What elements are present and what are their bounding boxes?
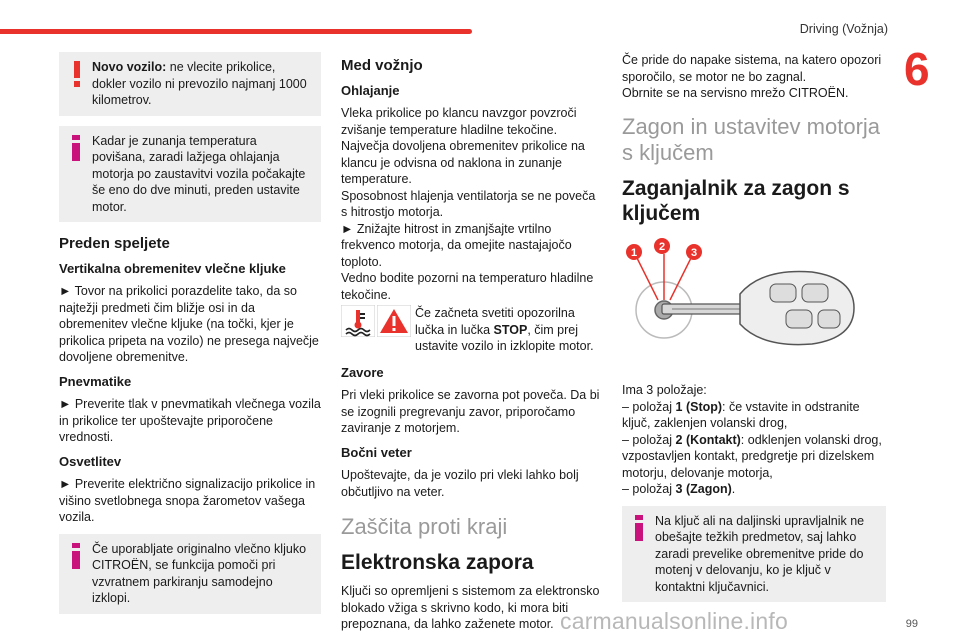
watermark: carmanualsonline.info <box>560 608 788 634</box>
position-label-3: 3 <box>690 246 698 259</box>
warning-text: , čim prej ustavite vozilo in izklopite motor. <box>415 322 594 353</box>
subsection-title: Bočni veter <box>341 444 412 460</box>
big-heading: Elektronska zapora <box>341 551 534 574</box>
coolant-temperature-icon <box>341 305 375 337</box>
chapter-color-bar <box>0 29 472 34</box>
warning-text: Če začneta svetiti opozorilna lučka in lučka <box>415 306 575 337</box>
warning-lead: Novo vozilo: <box>92 60 167 74</box>
info-text: Kadar je zunanja temperatura povišana, zaradi lažjega ohlajanja motorja po zaustavitvi vozila počakajte še eno do dve minuti, preden ustavite motor. <box>92 133 306 214</box>
paragraph: Če pride do napake sistema, na katero opozori sporočilo, se motor ne bo zagnal. <box>622 53 882 84</box>
paragraph: ► Znižajte hitrost in zmanjšajte vrtilno frekvenco motorja, da omejite nastajajočo toploto. <box>341 221 572 269</box>
running-header: Driving (Vožnja) <box>799 22 888 36</box>
paragraph: ► Preverite tlak v pnevmatikah vlečnega vozila in prikolice ter upoštevajte priporočene vrednosti. <box>59 397 321 444</box>
chapter-number: 6 <box>904 43 930 95</box>
info-box <box>59 126 321 223</box>
section-title: Med vožnjo <box>341 57 423 74</box>
ignition-key-figure <box>622 238 862 368</box>
paragraph: Obrnite se na servisno mrežo CITROËN. <box>622 86 849 100</box>
info-box <box>622 506 886 603</box>
position-label-1: 1 <box>630 246 638 259</box>
paragraph: ► Tovor na prikolici porazdelite tako, da so najtežji predmeti čim bližje osi in da obremenitev vlečne kljuke (na točki, kjer je prikolica pripeta na vozilo) ne presega največje dovoljene obremenitve. <box>59 284 319 364</box>
paragraph: Vleka prikolice po klancu navzgor povzroči zvišanje temperature hladilne tekočine. Največja dovoljena obremenitev prikolice na klancu je odvisna od naklona in zunanje temperature. <box>341 106 585 186</box>
subsection-title: Osvetlitev <box>59 453 122 469</box>
warning-text: ne vlecite prikolice, dokler vozilo ni prevozilo najmanj 1000 kilometrov. <box>92 60 307 107</box>
paragraph: Ključi so opremljeni s sistemom za elektronsko blokado vžiga s skrivno kodo, ki mora biti prepoznana, da lahko zaženete motor. <box>341 584 600 631</box>
paragraph: Ima 3 položaje: <box>622 383 707 397</box>
column-2 <box>341 52 603 641</box>
paragraph: Pri vleki prikolice se zavorna pot poveča. Da bi se izognili pregrevanju zavor, priporočamo zaviranje z motorjem. <box>341 388 600 435</box>
subsection-title: Vertikalna obremenitev vlečne kljuke <box>59 260 286 276</box>
info-i-icon <box>72 543 80 569</box>
info-i-icon <box>72 135 80 161</box>
warning-exclamation-icon <box>71 61 83 87</box>
temperature-warning <box>341 305 603 355</box>
warning-box <box>59 52 321 116</box>
position-3-text: – položaj 3 (Zagon). <box>622 482 736 496</box>
paragraph: Upoštevajte, da je vozilo pri vleki lahko bolj občutljivo na veter. <box>341 468 579 499</box>
position-2-text: – položaj 2 (Kontakt): odklenjen volanski drog, vzpostavljen kontakt, predgretje pri dizelskem motorju, delovanje motorja, <box>622 432 882 480</box>
subsection-title: Zavore <box>341 364 384 380</box>
info-i-icon <box>635 515 643 541</box>
section-title: Preden speljete <box>59 235 170 252</box>
paragraph: Sposobnost hlajenja ventilatorja se ne poveča s hitrostjo motorja. <box>341 188 596 219</box>
page-number: 99 <box>905 618 918 630</box>
warning-triangle-icon <box>377 305 411 337</box>
position-1-text: – položaj 1 (Stop): če vstavite in odstranite ključ, zaklenjen volanski drog, <box>622 399 860 430</box>
column-1 <box>59 52 321 624</box>
subsection-title: Ohlajanje <box>341 82 400 98</box>
column-3 <box>622 52 886 612</box>
info-text: Če uporabljate originalno vlečno kljuko CITROËN, se funkcija pomoči pri vzvratnem parkiranju samodejno izklopi. <box>92 541 307 605</box>
paragraph: ► Preverite električno signalizacijo prikolice in višino svetlobnega snopa žarometov vašega vozila. <box>59 477 316 524</box>
big-heading: Zaganjalnik za zagon s ključem <box>622 176 850 225</box>
chapter-heading: Zaščita proti kraji <box>341 514 508 539</box>
warning-icons <box>341 305 411 337</box>
info-box <box>59 534 321 614</box>
subsection-title: Pnevmatike <box>59 373 132 389</box>
info-text: Na ključ ali na daljinski upravljalnik ne obešajte težkih predmetov, saj lahko zaradi prevelike obremenitve pride do motenj v delovanju, ko je ključ v kontaktni ključavnici. <box>655 513 865 594</box>
stop-label: STOP <box>493 322 528 337</box>
chapter-heading: Zagon in ustavitev motorja s ključem <box>622 113 881 165</box>
position-label-2: 2 <box>658 240 666 253</box>
paragraph: Vedno bodite pozorni na temperaturo hladilne tekočine. <box>341 271 594 302</box>
